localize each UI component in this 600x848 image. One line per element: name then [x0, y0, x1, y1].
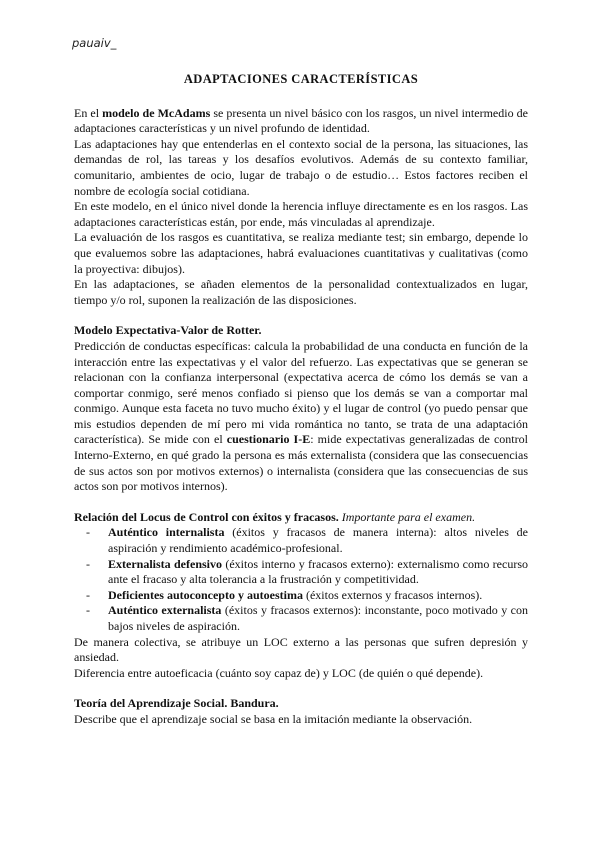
locus-list [74, 525, 528, 634]
paragraph: Predicción de conductas específicas: calcula la probabilidad de una conducta en función de la interacción entre las expectativas y el valor del refuerzo. Las expectativas que se generan se relacionan con la confianza interpersonal (expectativa acerca de cómo los demás se van a comportar conmigo, seré menos confiado si pienso que los demás se van a comportar mal conmigo. Aunque esta faceta no tuvo mucho éxito) y el lugar de control (yo puedo pensar que mis estudios dependen de mí pero mi vida romántica no tanto, se trata de una adaptación característica). Se mide con el cuestionario I-E: mide expectativas generalizadas de control Interno-Externo, en qué grado la persona es más externalista (considera que las consecuencias de sus actos son por motivos externos) o internalista (considera que las consecuencias de sus actos son por motivos internos). [74, 338, 528, 494]
author-tag: pauaiv_ [72, 36, 117, 50]
list-item: - Deficientes autoconcepto y autoestima (éxitos externos y fracasos internos). [74, 588, 528, 604]
section-heading-bandura: Teoría del Aprendizaje Social. Bandura. [74, 696, 279, 711]
paragraph: En las adaptaciones, se añaden elementos de la personalidad contextualizados en lugar, tiempo y/o rol, suponen la realización de las disposiciones. [74, 277, 528, 307]
paragraph: De manera colectiva, se atribuye un LOC externo a las personas que sufren depresión y ansiedad. [74, 634, 528, 665]
paragraph: La evaluación de los rasgos es cuantitativa, se realiza mediante test; sin embargo, depende lo que evaluemos sobre las adaptaciones, habrá evaluaciones cuantitativas y cualitativas (como la proyectiva: dibujos). [74, 230, 528, 276]
list-item: - Auténtico internalista (éxitos y fracasos de manera interna): altos niveles de aspiración y rendimiento académico-profesional. [74, 525, 528, 556]
section-heading-locus: Relación del Locus de Control con éxitos y fracasos. Importante para el examen. [74, 509, 476, 524]
paragraph: Las adaptaciones hay que entenderlas en el contexto social de la persona, las situaciones, las demandas de rol, las tareas y los desafíos evolutivos. Además de su contexto familiar, comunitario, ambientes de ocio, lugar de trabajo o de estudio… Estos factores reciben el nombre de ecología social cotidiana. [74, 136, 528, 198]
section-heading-rotter: Modelo Expectativa-Valor de Rotter. [74, 323, 262, 338]
list-item: - Auténtico externalista (éxitos y fracasos externos): inconstante, poco motivado y con bajos niveles de aspiración. [74, 603, 528, 634]
paragraph: Describe que el aprendizaje social se basa en la imitación mediante la observación. [74, 711, 473, 726]
paragraph: En este modelo, en el único nivel donde la herencia influye directamente es en los rasgos. Las adaptaciones características están, por ende, más vinculadas al aprendizaje. [74, 199, 528, 229]
exam-note: Importante para el examen. [341, 509, 476, 524]
bold-term: modelo de McAdams [102, 105, 211, 120]
document-title: ADAPTACIONES CARACTERÍSTICAS [183, 72, 419, 86]
paragraph: En el modelo de McAdams se presenta un nivel básico con los rasgos, un nivel intermedio de adaptaciones características y un nivel profundo de identidad. [74, 105, 528, 136]
list-item: - Externalista defensivo (éxitos interno y fracasos externo): externalismo como recurso ante el fracaso y alta tolerancia a la frustración y competitividad. [74, 557, 528, 588]
bold-term: cuestionario I-E [226, 432, 311, 447]
paragraph: Diferencia entre autoeficacia (cuánto soy capaz de) y LOC (de quién o qué depende). [74, 665, 484, 680]
document-page [74, 72, 528, 728]
